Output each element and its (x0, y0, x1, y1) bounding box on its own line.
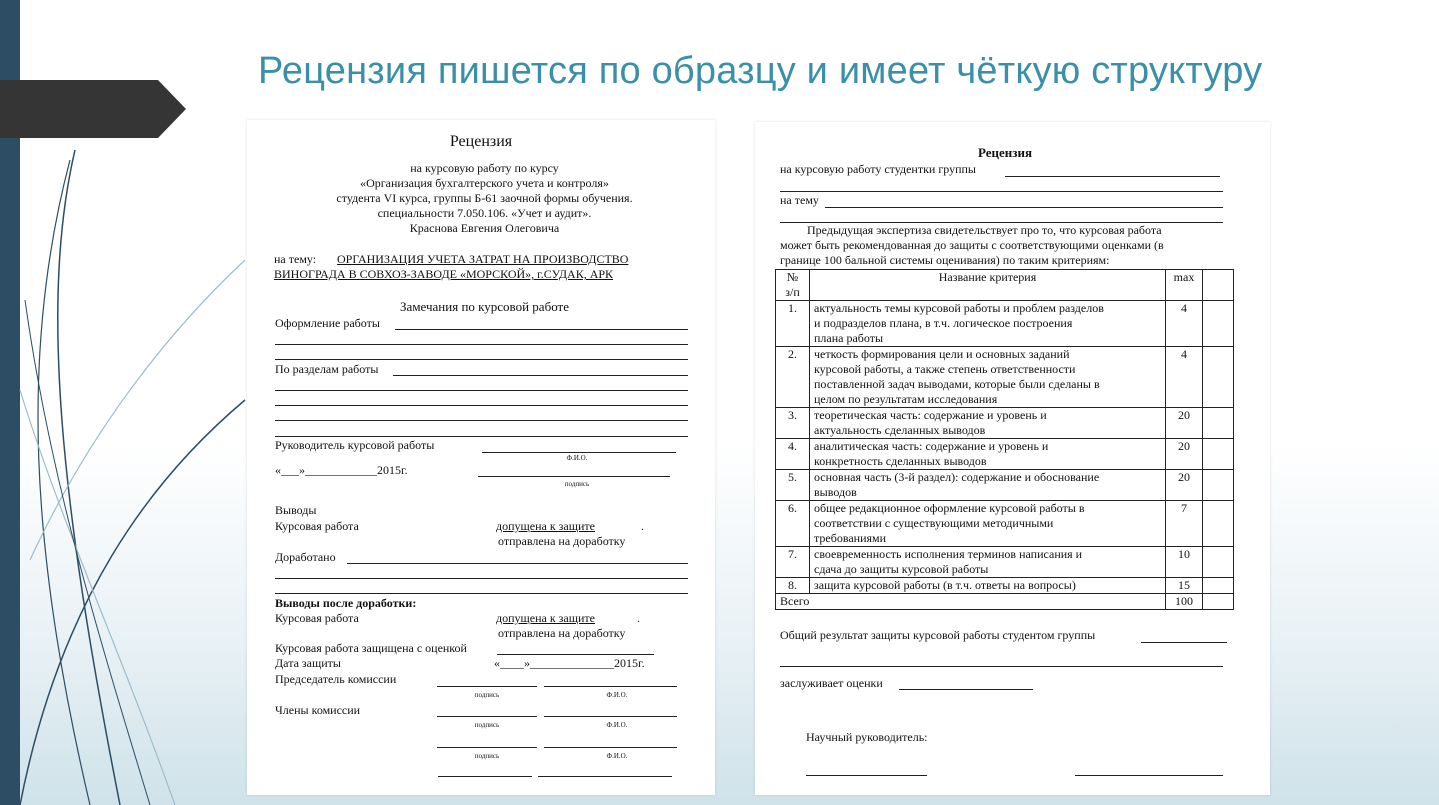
right-group-line: на курсовую работу студентки группы (780, 162, 976, 176)
blank-line (347, 563, 688, 564)
criterion-number: 1. (776, 301, 810, 347)
blank-line (899, 689, 1033, 690)
criterion-name-line: сдача до защиты курсовой работы (814, 562, 989, 576)
col-max-header: max (1166, 270, 1203, 301)
criterion-number: 3. (776, 408, 810, 439)
sent-back-option: отправлена на доработку (498, 626, 626, 640)
fio-caption: Ф.И.О. (606, 752, 628, 760)
remarks-heading: Замечания по курсовой работе (400, 299, 569, 314)
title-arrow-shape (0, 80, 186, 138)
blank-line (275, 390, 688, 391)
criterion-max: 4 (1166, 301, 1203, 347)
blank-line (438, 776, 532, 777)
left-subtitle-line: «Организация бухгалтерского учета и контроля» (360, 176, 609, 190)
table-header-row (776, 270, 1234, 301)
left-subtitle-line: на курсовую работу по курсу (410, 161, 559, 175)
members-label: Члены комиссии (275, 703, 361, 717)
admitted-option: допущена к защите (496, 519, 595, 533)
criterion-name (810, 547, 1166, 578)
blank-line (437, 747, 537, 748)
design-label: Оформление работы (275, 316, 380, 330)
review-form-left (247, 120, 715, 795)
blank-line (825, 207, 1223, 208)
col-score-header (1203, 270, 1234, 301)
criterion-score-cell (1203, 501, 1234, 547)
blank-line (780, 666, 1223, 667)
sign-caption: подпись (474, 752, 500, 760)
criterion-name-line: и подразделов плана, в т.ч. логическое построения (814, 316, 1073, 330)
criterion-score-cell (1203, 578, 1234, 594)
criterion-name-line: курсовой работы, а также степень ответственности (814, 362, 1076, 376)
blank-line (478, 476, 670, 477)
sections-label: По разделам работы (275, 362, 379, 376)
scientific-supervisor-label: Научный руководитель: (806, 730, 928, 744)
blank-line (780, 191, 1223, 192)
left-subtitle-line: Краснова Евгения Олеговича (409, 221, 560, 235)
topic-prefix: на тему: (274, 252, 317, 266)
criterion-score-cell (1203, 470, 1234, 501)
right-topic-line: на тему (780, 193, 819, 207)
criterion-number: 4. (776, 439, 810, 470)
criterion-name (810, 439, 1166, 470)
blank-line (437, 716, 537, 717)
criterion-score-cell (1203, 408, 1234, 439)
total-label: Всего (776, 594, 1166, 610)
sign-caption: подпись (474, 721, 500, 729)
fio-caption: Ф.И.О. (606, 721, 628, 729)
after-rework-label: Выводы после доработки: (275, 596, 417, 610)
criterion-max: 7 (1166, 501, 1203, 547)
criterion-max: 20 (1166, 408, 1203, 439)
blank-line (497, 654, 654, 655)
blank-line (1075, 775, 1223, 776)
admitted-dot: . (641, 519, 644, 533)
criterion-name-line: защита курсовой работы (в т.ч. ответы на вопросы) (814, 578, 1076, 592)
defense-date-label: Дата защиты (275, 656, 341, 670)
topic-line: ВИНОГРАДА В СОВХОЗ-ЗАВОДЕ «МОРСКОЙ», г.СУДАК, АРК (274, 267, 614, 281)
criterion-name-line: актуальность сделанных выводов (814, 423, 986, 437)
col-num-header: № з/п (776, 270, 810, 301)
intro-line: границе 100 бальной системы оценивания) по таким критериям: (780, 253, 1110, 267)
blank-line (538, 776, 672, 777)
blank-line (393, 375, 688, 376)
table-row (776, 408, 1234, 439)
criterion-name (810, 347, 1166, 408)
criterion-name-line: выводов (814, 485, 857, 499)
left-subtitle-line: студента VI курса, группы Б-61 заочной формы обучения. (336, 191, 633, 205)
supervisor-label: Руководитель курсовой работы (275, 438, 435, 452)
criterion-name-line: требованиями (814, 531, 887, 545)
date-label: «___»____________2015г. (275, 463, 408, 477)
criterion-score-cell (1203, 301, 1234, 347)
blank-line (275, 578, 688, 579)
criterion-name (810, 301, 1166, 347)
fio-caption: Ф.И.О. (606, 691, 628, 699)
left-subtitle-line: специальности 7.050.106. «Учет и аудит». (377, 206, 592, 220)
blank-line (544, 747, 677, 748)
criterion-name-line: актуальность темы курсовой работы и проблем разделов (814, 301, 1104, 315)
table-row (776, 470, 1234, 501)
criterion-name-line: своевременность исполнения терминов написания и (814, 547, 1083, 561)
table-row (776, 578, 1234, 594)
intro-line: может быть рекомендованная до защиты с соответствующими оценками (в (780, 238, 1164, 252)
criterion-max: 20 (1166, 470, 1203, 501)
sign-caption: подпись (564, 480, 590, 488)
blank-line (275, 593, 688, 594)
criterion-name-line: соответствии с существующими методичными (814, 516, 1054, 530)
criterion-name-line: целом по результатам исследования (814, 392, 998, 406)
coursework-label: Курсовая работа (275, 519, 359, 533)
criterion-name-line: основная часть (3-й раздел): содержание и обоснование (814, 470, 1100, 484)
criterion-score-cell (1203, 439, 1234, 470)
criterion-max: 20 (1166, 439, 1203, 470)
slide-title: Рецензия пишется по образцу и имеет чёткую структуру (258, 50, 1263, 92)
blank-line (544, 686, 677, 687)
criterion-name (810, 470, 1166, 501)
blank-line (1005, 176, 1220, 177)
sent-back-option: отправлена на доработку (498, 534, 626, 548)
fio-caption: Ф.И.О. (566, 454, 588, 462)
criterion-name-line: поставленной задач выводами, которые были сделаны в (814, 377, 1100, 391)
blank-line (437, 686, 537, 687)
criterion-max: 15 (1166, 578, 1203, 594)
blank-line (806, 775, 927, 776)
criterion-name-line: конкретность сделанных выводов (814, 454, 987, 468)
criterion-name-line: плана работы (814, 331, 884, 345)
criterion-score-cell (1203, 547, 1234, 578)
blank-line (275, 420, 688, 421)
criterion-score-cell (1203, 347, 1234, 408)
blank-line (275, 436, 688, 437)
topic-line: ОРГАНИЗАЦИЯ УЧЕТА ЗАТРАТ НА ПРОИЗВОДСТВО (337, 252, 629, 266)
criterion-number: 5. (776, 470, 810, 501)
blank-line (544, 716, 677, 717)
criterion-name-line: четкость формирования цели и основных заданий (814, 347, 1070, 361)
protected-label: Курсовая работа защищена с оценкой (275, 641, 467, 655)
criterion-number: 2. (776, 347, 810, 408)
criterion-number: 8. (776, 578, 810, 594)
table-row (776, 301, 1234, 347)
criterion-name-line: аналитическая часть: содержание и уровень и (814, 439, 1049, 453)
coursework-label: Курсовая работа (275, 611, 359, 625)
reworked-label: Доработано (275, 550, 336, 564)
table-row (776, 347, 1234, 408)
sign-caption: подпись (474, 691, 500, 699)
admitted-option: допущена к защите (496, 611, 595, 625)
total-value: 100 (1166, 594, 1203, 610)
right-title: Рецензия (977, 145, 1033, 160)
criterion-name-line: общее редакционное оформление курсовой работы в (814, 501, 1085, 515)
blank-line (275, 405, 688, 406)
blank-line (395, 329, 688, 330)
criterion-number: 6. (776, 501, 810, 547)
table-row (776, 439, 1234, 470)
review-form-right (755, 122, 1270, 795)
admitted-dot: . (637, 611, 640, 625)
result-label: Общий результат защиты курсовой работы студентом группы (780, 628, 1096, 642)
total-row (776, 594, 1234, 610)
conclusions-label: Выводы (275, 503, 317, 517)
criterion-name-line: теоретическая часть: содержание и уровень и (814, 408, 1047, 422)
blank-line (275, 344, 688, 345)
blank-line (275, 359, 688, 360)
blank-line (482, 452, 676, 453)
table-row (776, 501, 1234, 547)
col-name-header: Название критерия (810, 270, 1166, 301)
chairman-label: Председатель комиссии (275, 672, 397, 686)
deserves-label: заслуживает оценки (780, 676, 883, 690)
criterion-max: 10 (1166, 547, 1203, 578)
criterion-name (810, 578, 1166, 594)
criterion-number: 7. (776, 547, 810, 578)
criterion-name (810, 501, 1166, 547)
criteria-table (775, 269, 1234, 610)
blank-line (1141, 642, 1227, 643)
left-title: Рецензия (449, 133, 513, 150)
criterion-name (810, 408, 1166, 439)
intro-line: Предыдущая экспертиза свидетельствует про то, что курсовая работа (807, 223, 1162, 237)
defense-date-value: «____»______________2015г. (494, 656, 645, 670)
criterion-max: 4 (1166, 347, 1203, 408)
table-row (776, 547, 1234, 578)
